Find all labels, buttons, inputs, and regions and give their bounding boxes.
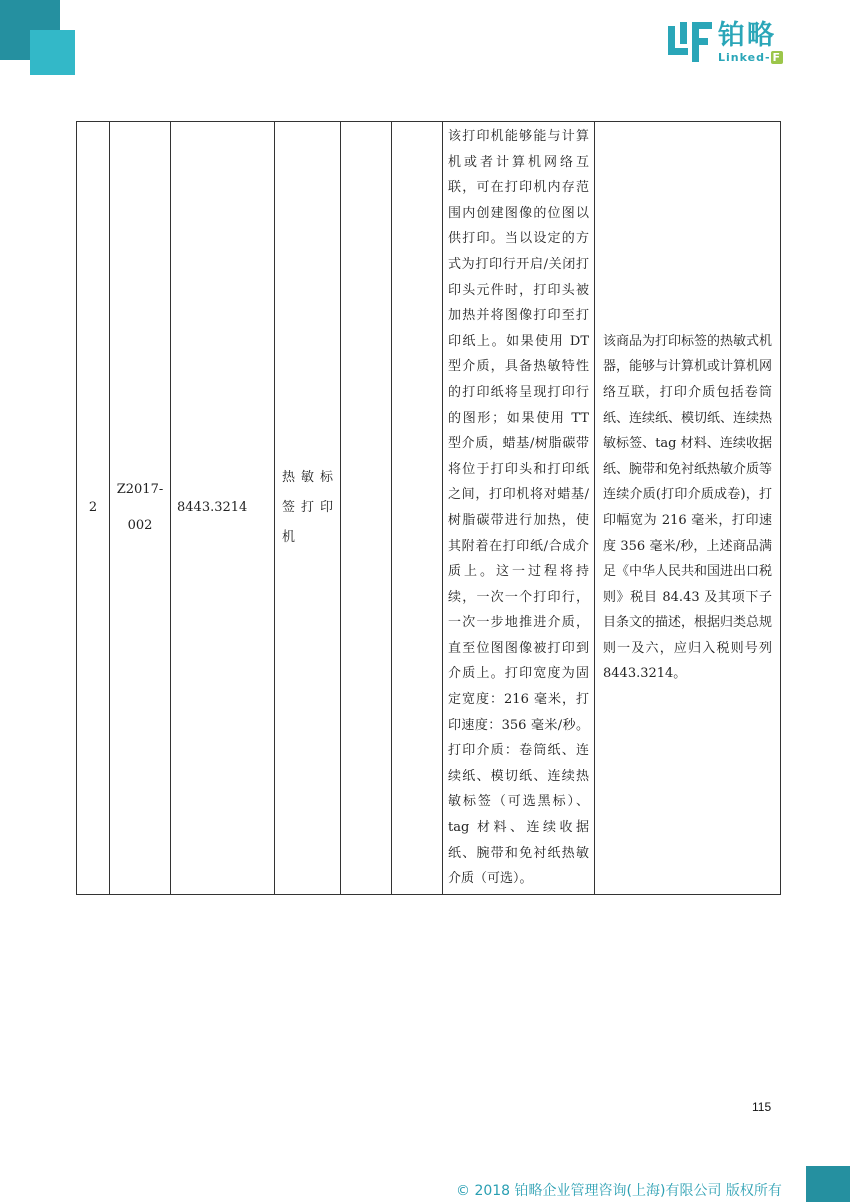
- corner-decoration-light: [30, 30, 75, 75]
- logo-mark-icon: [668, 22, 712, 62]
- logo-english-text: Linked-: [718, 51, 771, 64]
- product-description: 该打印机能够能与计算机或者计算机网络互联，可在打印机内存范围内创建图像的位图以供打印。当以设定的方式为打印行开启/关闭打印头元件时，打印头被加热并将图像打印至打印纸上。如果使用 DT 型介质，具备热敏特性的打印纸将呈现打印行的图形；如果使用 TT 型介质，蜡基/树脂碳带将位于打印头和打印纸之间，打印机将对蜡基/树脂碳带进行加热，使其附着在打印纸/合成介质上。这一过程将持续，一次一个打印行，一次一步地推进介质，直至位图图像被打印到介质上。打印宽度为固定宽度：216 毫米，打印速度：356 毫米/秒。打印介质：卷筒纸、连续纸、模切纸、连续热敏标签（可选黑标）、tag 材料、连续收据纸、腕带和免衬纸热敏介质（可选）。: [443, 122, 595, 895]
- table-row: [77, 122, 781, 895]
- empty-cell: [392, 122, 443, 895]
- logo-english-tag: F: [772, 51, 782, 64]
- copyright-notice: © 2018 铂略企业管理咨询(上海)有限公司 版权所有: [456, 1183, 782, 1199]
- page-number: 115: [752, 1100, 772, 1114]
- product-name-cell: [275, 122, 341, 895]
- classification-reason: 该商品为打印标签的热敏式机器，能够与计算机或计算机网络互联，打印介质包括卷筒纸、连续纸、模切纸、连续热敏标签、tag 材料、连续收据纸、腕带和免衬纸热敏介质等连续介质(打印介质成卷)，打印幅宽为 216 毫米，打印速度 356 毫米/秒，上述商品满足《中华人民共和国进出口税则》税目 84.43 及其项下子目条文的描述，根据归类总规则一及六，应归入税则号列 8443.3214。: [595, 122, 781, 895]
- row-number: 2: [77, 122, 110, 895]
- empty-cell: [341, 122, 392, 895]
- company-logo: [668, 20, 798, 65]
- product-name: 热敏标签打印机: [282, 469, 333, 545]
- hs-code: 8443.3214: [171, 122, 275, 895]
- logo-chinese-name: 铂略: [718, 20, 776, 51]
- logo-english-name: [718, 51, 783, 64]
- classification-table: [76, 121, 781, 895]
- corner-decoration-bottom: [806, 1166, 850, 1202]
- ruling-number: Z2017-002: [110, 122, 171, 895]
